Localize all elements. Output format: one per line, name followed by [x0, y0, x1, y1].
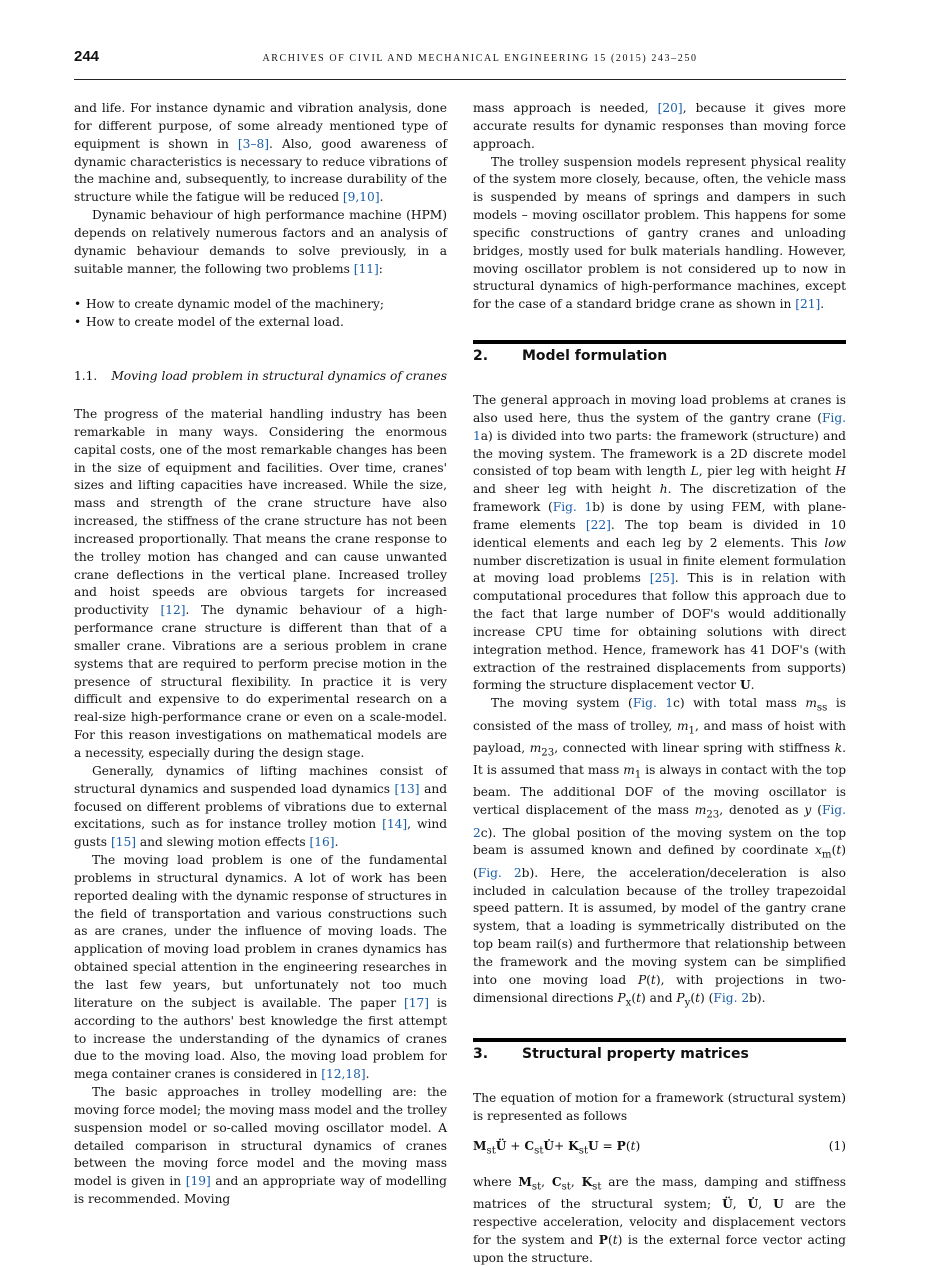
bullet-item: • How to create model of the external load.	[74, 314, 447, 332]
bullet-list	[74, 296, 447, 332]
journal-running-title: ARCHIVES OF CIVIL AND MECHANICAL ENGINEERING 15 (2015) 243–250	[262, 53, 698, 64]
paragraph: mass approach is needed, [20], because it gives more accurate results for dynamic responses than moving force approach.	[473, 101, 846, 151]
citation-link[interactable]: [25]	[649, 571, 675, 586]
left-column	[74, 100, 447, 1209]
paragraph: Dynamic behaviour of high performance machine (HPM) depends on relatively numerous factors and an analysis of dynamic behaviour demands to solve previously, in a suitable manner, the following two problems [11]:	[74, 208, 447, 276]
paragraph: where $M_{st}$, $C_{st}$, $K_{st}$ are the mass, damping and stiffness matrices of the structural system; Ü, U̇, U are the respective acceleration, velocity and displacement vectors for the system and P(t) is the external force vector acting upon the structure.	[473, 1174, 847, 1265]
citation-link[interactable]: [16]	[309, 835, 335, 850]
bullet-item: • How to create dynamic model of the machinery;	[74, 296, 447, 314]
citation-link[interactable]: [3–8]	[237, 136, 270, 151]
citation-link[interactable]: Fig. 2	[713, 990, 750, 1005]
citation-link[interactable]: [12,18]	[321, 1067, 366, 1082]
citation-link[interactable]: [13]	[394, 781, 420, 796]
paragraph: The moving system (Fig. 1c) with total mass $m_{ss}$ is consisted of the mass of trolley, $m_1$, and mass of hoist with payload, $m_{23}$, connected with linear spring with stiffness k. It is assumed that mass $m_1$ is always in contact with the top beam. The additional DOF of the moving oscillator is vertical displacement of the mass $m_{23}$, denoted as y (Fig. 2c). The global position of the moving system on the top beam is assumed known and defined by coordinate $x_m(t)$ (Fig. 2b). Here, the acceleration/deceleration is also included in calculation because of the trolley trapezoidal speed pattern. It is assumed, by model of the gantry crane system, that a loading is symmetrically distributed on the top beam rail(s) and furthermore that relationship between the framework and the moving system can be simplified into one moving load P(t), with projections in two-dimensional directions $P_x(t)$ and $P_y(t)$ (Fig. 2b).	[473, 696, 847, 1009]
section-title: Structural property matrices	[522, 1045, 749, 1062]
paragraph: The equation of motion for a framework (structural system) is represented as follows	[473, 1090, 846, 1123]
subsection-number: 1.1.	[74, 369, 98, 384]
citation-link[interactable]: Fig. 1	[473, 410, 846, 443]
paragraph: The basic approaches in trolley modelling are: the moving force model; the moving mass model and the trolley suspension model or so-called moving oscillator model. A detailed comparison in structural dynamics of cranes between the moving force model and the moving mass model is given in [19] and an appropriate way of modelling is recommended. Moving	[74, 1085, 447, 1207]
citation-link[interactable]: [12]	[160, 603, 186, 618]
citation-link[interactable]: Fig. 1	[552, 500, 593, 515]
citation-link[interactable]: [22]	[585, 517, 611, 532]
section-heading	[473, 340, 846, 366]
equation-body: $M_{st}Ü$ + $C_{st}U̇+ K_{st}U = P(t)$	[473, 1139, 641, 1157]
subsection-title: Moving load problem in structural dynamics of cranes	[111, 369, 447, 384]
section-heading	[473, 1038, 846, 1064]
section-number: 2.	[473, 348, 489, 365]
paragraph: The moving load problem is one of the fundamental problems in structural dynamics. A lot of work has been reported dealing with the dynamic response of structures in the field of transportation and various constructions such as are cranes, under the influence of moving loads. The application of moving load problem in cranes dynamics has obtained special attention in the engineering researches in the last few years, but unfortunately not too much literature on the subject is available. The paper [17] is according to the authors' best knowledge the first attempt to increase the understanding of the dynamics of cranes due to the moving load. Also, the moving load problem for mega container cranes is considered in [12,18].	[74, 853, 447, 1082]
paragraph: and life. For instance dynamic and vibration analysis, done for different purpose, of some already mentioned type of equipment is shown in [3–8]. Also, good awareness of dynamic characteristics is necessary to reduce vibrations of the machine and, subsequently, to increase durability of the structure while the fatigue will be reduced [9,10].	[74, 101, 447, 205]
citation-link[interactable]: [20]	[657, 101, 683, 115]
section-number: 3.	[473, 1045, 489, 1062]
paragraph: Generally, dynamics of lifting machines consist of structural dynamics and suspended load dynamics [13] and focused on different problems of vibrations due to external excitations, such as for instance trolley motion [14], wind gusts [15] and slewing motion effects [16].	[74, 763, 448, 850]
section-title: Model formulation	[522, 348, 668, 365]
subsection-heading	[74, 368, 447, 386]
citation-link[interactable]: [21]	[795, 297, 821, 312]
citation-link[interactable]: Fig. 1	[632, 696, 674, 711]
page-number: 244	[74, 48, 100, 65]
citation-link[interactable]: [14]	[382, 817, 408, 832]
right-column	[473, 100, 846, 1267]
paragraph: The general approach in moving load problems at cranes is also used here, thus the system of the gantry crane (Fig. 1a) is divided into two parts: the framework (structure) and the moving system. The framework is a 2D discrete model consisted of top beam with length L, pier leg with height H and sheer leg with height h. The discretization of the framework (Fig. 1b) is done by using FEM, with plane-frame elements [22]. The top beam is divided in 10 identical elements and each leg by 2 elements. This low number discretization is usual in finite element formulation at moving load problems [25]. This is in relation with computational procedures that follow this approach due to the fact that large number of DOF's would additionally increase CPU time for obtaining solutions with direct integration method. Hence, framework has 41 DOF's (with extraction of the restrained displacements from supports) forming the structure displacement vector U.	[473, 392, 847, 693]
citation-link[interactable]: Fig. 2	[473, 803, 846, 840]
equation-1	[473, 1138, 846, 1160]
equation-number: (1)	[828, 1139, 846, 1154]
citation-link[interactable]: [19]	[185, 1174, 211, 1189]
citation-link[interactable]: [11]	[353, 261, 379, 276]
citation-link[interactable]: [9,10]	[342, 190, 380, 205]
page-header	[74, 45, 846, 80]
citation-link[interactable]: [17]	[403, 995, 429, 1010]
paragraph: The trolley suspension models represent physical reality of the system more closely, because, often, the vehicle mass is suspended by means of springs and dampers in such models – moving oscillator problem. This happens for some specific constructions of gantry cranes and unloading bridges, mostly used for bulk materials handling. However, moving oscillator problem is not considered up to now in structural dynamics of high-performance machines, except for the case of a standard bridge crane as shown in [21].	[473, 154, 846, 312]
citation-link[interactable]: Fig. 2	[477, 865, 522, 880]
citation-link[interactable]: [15]	[110, 835, 136, 850]
paragraph: The progress of the material handling industry has been remarkable in many ways. Considering the enormous capital costs, one of the most remarkable changes has been in the size of equipment and facilities. Over time, cranes' sizes and lifting capacities have increased. While the size, mass and strength of the crane structure have also increased, the stiffness of the crane structure has not been increased proportionally. That means the crane response to the trolley motion has changed and can cause unwanted crane deflections in the vertical plane. Increased trolley and hoist speeds are obvious targets for increased productivity [12]. The dynamic behaviour of a high-performance crane structure is different than that of a smaller crane. Vibrations are a serious problem in crane systems that are required to perform precise motion in the presence of structural flexibility. In practice it is very difficult and expensive to do experimental research on a real-size high-performance crane or even on a scale-model. For this reason investigations on mathematical models are a necessity, especially during the design stage.	[74, 406, 447, 760]
